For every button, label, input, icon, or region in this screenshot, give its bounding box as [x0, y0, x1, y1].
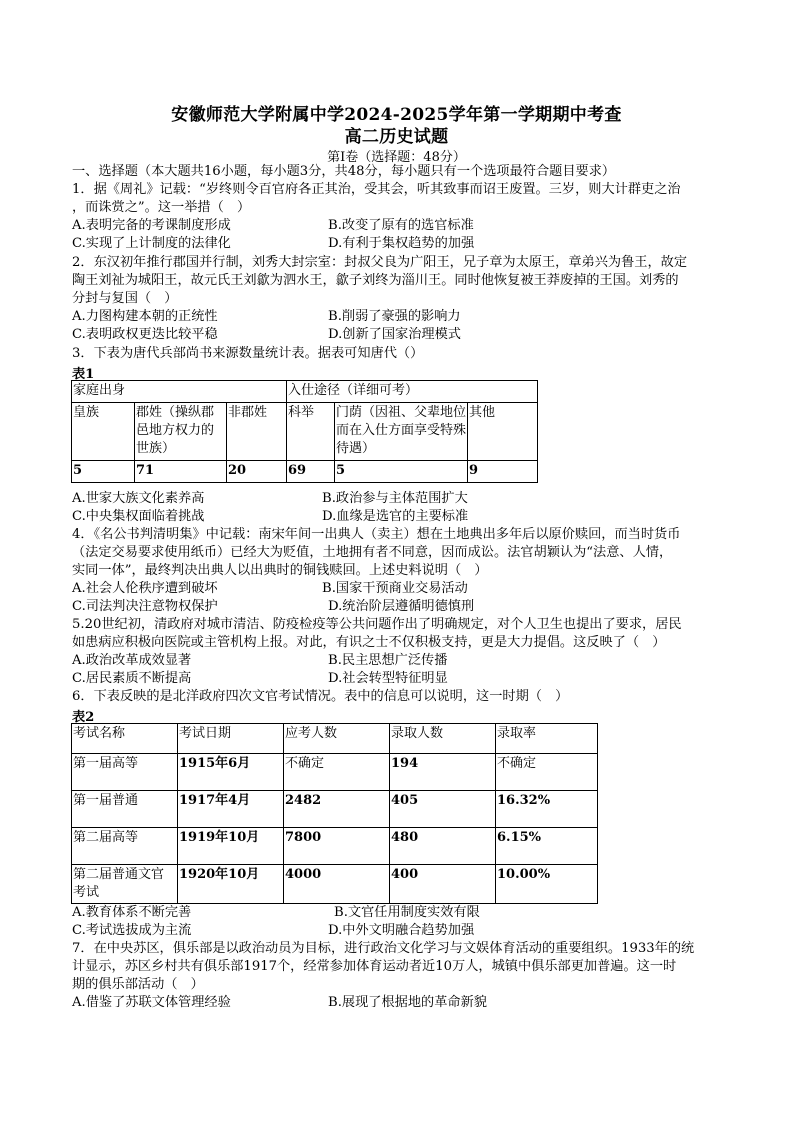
table-1-cell: 20 [227, 461, 287, 483]
q4-option-c: C.司法判决注意物权保护 [72, 599, 218, 614]
table-2-cell: 2482 [284, 791, 390, 828]
q7-line-3: 期的俱乐部活动（ ） [72, 977, 204, 992]
table-2-cell: 第一届普通 [72, 791, 178, 828]
table-2-cell: 194 [390, 754, 496, 791]
q5-option-b: B.民主思想广泛传播 [328, 653, 448, 668]
table-1-cell: 5 [335, 461, 468, 483]
exam-subtitle: 高二历史试题 [344, 127, 449, 147]
table-row [72, 828, 598, 865]
table-1-cell: 5 [72, 461, 135, 483]
q3-option-c: C.中央集权面临着挑战 [72, 509, 205, 524]
table-2 [71, 723, 598, 904]
table-2-cell: 第一届高等 [72, 754, 178, 791]
table-1-header: 其他 [468, 403, 538, 461]
table-2-cell: 10.00% [496, 865, 598, 904]
table-2-header: 考试日期 [178, 724, 284, 754]
q7-line-1: 7．在中央苏区，俱乐部是以政治动员为目标，进行政治文化学习与文娱体育活动的重要组织。1933年的统 [72, 941, 695, 956]
table-1-header: 非郡姓 [227, 403, 287, 461]
table-1-group-entry: 入仕途径（详细可考） [287, 381, 538, 403]
q6-option-b: B.文官任用制度实效有限 [334, 905, 480, 920]
q4-line-2: （法定交易要求使用纸币）已经大为贬值，土地拥有者不同意，因而成讼。法官胡颖认为“法意、人情， [72, 545, 673, 560]
table-1-header: 皇族 [72, 403, 135, 461]
q4-line-3: 实同一体”，最终判决出典人以出典时的铜钱赎回。上述史料说明（ ） [72, 563, 488, 578]
q5-option-a: A.政治改革成效显著 [72, 653, 192, 668]
q5-option-c: C.居民素质不断提高 [72, 671, 192, 686]
q7-option-a: A.借鉴了苏联文体管理经验 [72, 995, 231, 1010]
table-row [72, 791, 598, 828]
table-2-cell: 4000 [284, 865, 390, 904]
table-2-cell: 不确定 [496, 754, 598, 791]
table-2-header: 应考人数 [284, 724, 390, 754]
table-2-cell: 16.32% [496, 791, 598, 828]
q2-option-a: A.力图构建本朝的正统性 [72, 309, 218, 324]
table-2-cell: 480 [390, 828, 496, 865]
q3-line-1: 3．下表为唐代兵部尚书来源数量统计表。据表可知唐代（） [72, 346, 424, 361]
q4-option-b: B.国家干预商业交易活动 [322, 581, 468, 596]
q1-option-b: B.改变了原有的选官标准 [328, 218, 474, 233]
q6-line-1: 6．下表反映的是北洋政府四次文官考试情况。表中的信息可以说明，这一时期（ ） [72, 689, 569, 704]
q4-line-1: 4．《名公书判清明集》中记载：南宋年间一出典人（卖主）想在土地典出多年后以原价赎回，而当时货币 [72, 527, 681, 542]
table-2-cell: 1917年4月 [178, 791, 284, 828]
q4-option-d: D.统治阶层遵循明德慎刑 [328, 599, 475, 614]
q3-option-d: D.血缘是选官的主要标准 [322, 509, 469, 524]
table-1 [71, 380, 538, 483]
q2-line-1: 2．东汉初年推行郡国并行制，刘秀大封宗室：封叔父良为广阳王，兄子章为太原王，章弟兴为鲁王，故定 [72, 255, 688, 270]
section-heading: 第Ⅰ卷（选择题：48分） [327, 150, 466, 165]
table-2-cell: 7800 [284, 828, 390, 865]
table-2-cell: 不确定 [284, 754, 390, 791]
q4-option-a: A.社会人伦秩序遭到破坏 [72, 581, 218, 596]
table-2-cell: 第二届普通文官考试 [72, 865, 178, 904]
table-2-cell: 6.15% [496, 828, 598, 865]
q6-option-a: A.教育体系不断完善 [72, 905, 192, 920]
q1-option-a: A.表明完备的考课制度形成 [72, 218, 231, 233]
section-instruction: 一、选择题（本大题共16小题，每小题3分，共48分，每小题只有一个选项最符合题目要求） [72, 164, 616, 179]
table-2-cell: 1915年6月 [178, 754, 284, 791]
q5-line-2: 如患病应积极向医院或主管机构上报。对此，有识之士不仅积极支持，更是大力提倡。这反映了（ ） [72, 635, 666, 650]
q2-option-b: B.削弱了豪强的影响力 [328, 309, 461, 324]
table-2-label: 表2 [72, 710, 95, 725]
table-1-header: 科举 [287, 403, 335, 461]
table-1-label: 表1 [72, 367, 95, 382]
table-2-cell: 1920年10月 [178, 865, 284, 904]
table-1-header: 门荫（因祖、父辈地位而在入仕方面享受特殊待遇） [335, 403, 468, 461]
q3-option-b: B.政治参与主体范围扩大 [322, 491, 468, 506]
q1-option-d: D.有利于集权趋势的加强 [328, 236, 475, 251]
q1-option-c: C.实现了上计制度的法律化 [72, 236, 231, 251]
q6-option-c: C.考试选拔成为主流 [72, 923, 192, 938]
q7-line-2: 计显示，苏区乡村共有俱乐部1917个，经常参加体育运动者近10万人，城镇中俱乐部更加普遍。这一时 [72, 959, 677, 974]
table-1-cell: 9 [468, 461, 538, 483]
table-2-cell: 1919年10月 [178, 828, 284, 865]
q1-line-1: 1．据《周礼》记载：“岁终则令百官府各正其治，受其会，听其致事而诏王废置。三岁，则大计群吏之治 [72, 182, 681, 197]
q2-line-2: 陶王刘祉为城阳王，故元氏王刘歙为泗水王，歙子刘终为淄川王。同时他恢复被王莽废掉的王国。刘秀的 [72, 273, 679, 288]
q6-option-d: D.中外文明融合趋势加强 [328, 923, 475, 938]
exam-title: 安徽师范大学附属中学2024-2025学年第一学期期中考查 [171, 105, 622, 125]
table-1-group-family: 家庭出身 [72, 381, 287, 403]
table-1-cell: 71 [135, 461, 227, 483]
table-1-cell: 69 [287, 461, 335, 483]
table-2-header: 录取人数 [390, 724, 496, 754]
q2-option-d: D.创新了国家治理模式 [328, 327, 461, 342]
table-2-cell: 400 [390, 865, 496, 904]
q3-option-a: A.世家大族文化素养高 [72, 491, 205, 506]
table-row [72, 754, 598, 791]
table-1-header: 郡姓（操纵郡邑地方权力的世族） [135, 403, 227, 461]
q5-line-1: 5.20世纪初，清政府对城市清洁、防疫检疫等公共问题作出了明确规定，对个人卫生也提出了要求，居民 [72, 617, 682, 632]
q2-option-c: C.表明政权更迭比较平稳 [72, 327, 218, 342]
table-2-cell: 405 [390, 791, 496, 828]
table-2-header: 考试名称 [72, 724, 178, 754]
q1-line-2: ，而诛赏之”。这一举措（ ） [72, 200, 251, 215]
q5-option-d: D.社会转型特征明显 [328, 671, 448, 686]
q7-option-b: B.展现了根据地的革命新貌 [328, 995, 487, 1010]
q2-line-3: 分封与复国（ ） [72, 291, 178, 306]
table-2-header: 录取率 [496, 724, 598, 754]
table-2-cell: 第二届高等 [72, 828, 178, 865]
table-row [72, 865, 598, 904]
